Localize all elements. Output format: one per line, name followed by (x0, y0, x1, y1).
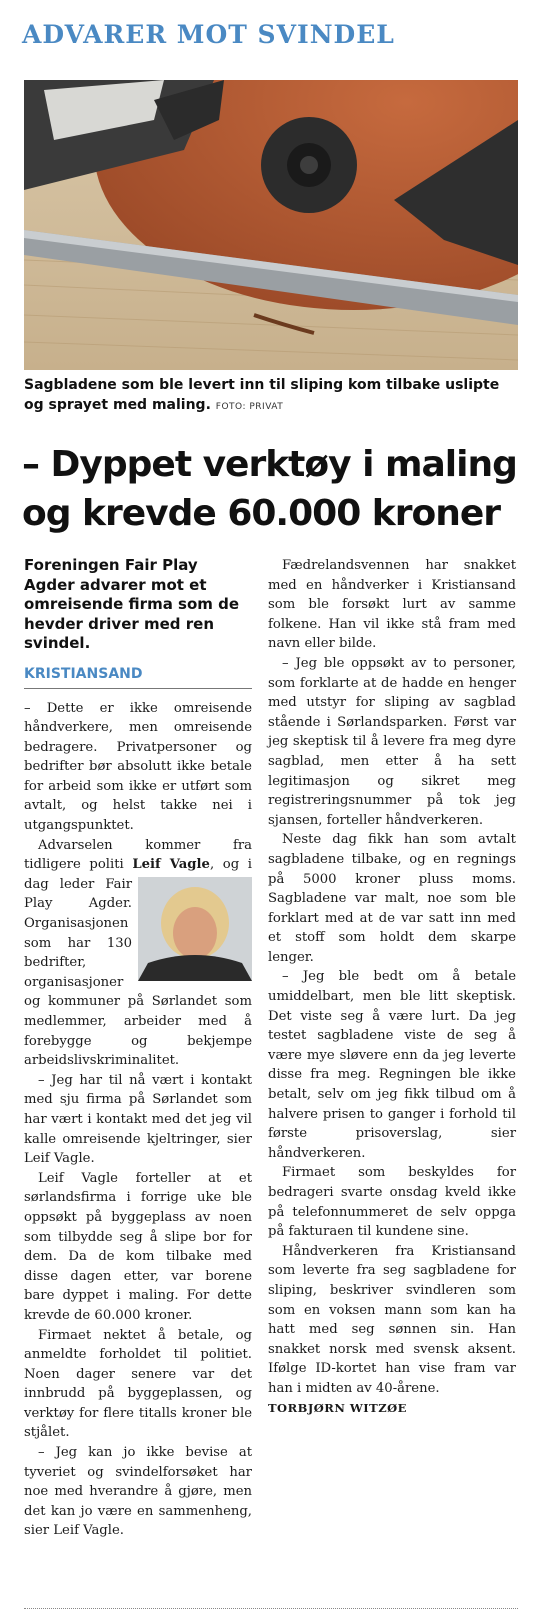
lead-paragraph: Foreningen Fair Play Agder advarer mot et omreisende firma som de hevder driver med ren svindel. (24, 556, 240, 652)
body-paragraph-3: – Jeg har til nå vært i kontakt med sju firma på Sørlandet som har vært i kontakt med det jeg vil kalle omreisende kjeltringer, sier Leif Vagle. (24, 1072, 252, 1167)
caption-text: Sagbladene som ble levert inn til sliping kom tilbake uslipte og sprayet med maling. (24, 377, 500, 413)
body-paragraph-10: – Jeg ble bedt om å betale umiddelbart, men ble litt skeptisk. Det viste seg å være lurt. Da jeg testet sagbladene viste de seg å være mye sløvere enn da jeg leverte disse fra meg. Regningen ble ikke betalt, selv om jeg fikk tilbud om å halvere prisen to ganger i forhold til første prisoverslag, sier håndverkeren. (268, 969, 516, 1161)
body-paragraph-8: – Jeg ble oppsøkt av to personer, som forklarte at de hadde en henger med utstyr for sliping av sagblad stående i Sørlandsparken. Først var jeg skeptisk til å levere fra meg dyre sagblad, men etter å ha sett legitimasjon og sikret meg registreringsnummer på tok jeg sjansen, forteller håndverkeren. (268, 655, 516, 828)
body-paragraph-11: Firmaet som beskyldes for bedrageri svarte onsdag kveld ikke på telefonnummeret de selv oppga på fakturaen til kundene sine. (268, 1165, 516, 1240)
portrait-photo (138, 877, 252, 981)
body-paragraph-6: – Jeg kan jo ikke bevise at tyveriet og svindelforsøket har noe med hverandre å gjøre, men det kan jo være en sammenheng, sier Leif Vagle. (24, 1445, 252, 1539)
person-name: Leif Vagle (132, 857, 210, 873)
column-right (268, 556, 516, 1415)
body-paragraph-4: Leif Vagle forteller at et sørlandsfirma i forrige uke ble oppsøkt på byggeplass av noen som tilbydde seg å slipe bor for dem. Da de kom tilbake med disse dagen etter, var borene bare dyppet i maling. For dette krevde de 60.000 kroner. (24, 1170, 252, 1323)
body-paragraph-5: Firmaet nektet å betale, og anmeldte forholdet til politiet. Noen dager senere var det innbrudd på byggeplassen, og verktøy for flere titalls kroner ble stjålet. (24, 1327, 252, 1441)
saw-blade-photo (24, 80, 518, 370)
column-left (24, 556, 252, 1541)
byline: TORBJØRN WITZØE (268, 1400, 407, 1415)
headline: – Dyppet verktøy i maling og krevde 60.000 kroner (22, 444, 517, 534)
body-paragraph-9: Neste dag fikk han som avtalt sagbladene tilbake, og en regnings på 5000 kroner pluss moms. Sagbladene var malt, noe som ble forklart med at de var satt inn med et stoff som holdt dem skarpe lenger. (268, 832, 516, 965)
section-kicker: ADVARER MOT SVINDEL (22, 20, 395, 49)
bottom-rule (24, 1608, 518, 1609)
p2-start: Advarselen kommer fra tidligere politi (24, 837, 252, 873)
p2-end: , og i dag leder Fair Play Agder. Organisasjonen som har 130 bedrifter, organisasjoner og kommuner på Sørlandet som medlemmer, arbeider med å forebygge og bekjempe arbeidslivskriminalitet. (24, 857, 252, 1069)
photo-caption (24, 375, 518, 417)
body-paragraph-12: Håndverkeren fra Kristiansand som leverte fra seg sagbladene for sliping, beskriver svindleren som som en voksen mann som kan ha hatt med seg sønnen sin. Han snakket norsk med svensk aksent. Ifølge ID-kortet han vise fram var han i midten av 40-årene. (268, 1243, 516, 1396)
photo-credit: FOTO: PRIVAT (215, 402, 284, 412)
body-paragraph-2 (24, 836, 252, 1071)
dateline: KRISTIANSAND (24, 666, 252, 689)
body-paragraph-1: – Dette er ikke omreisende håndverkere, men omreisende bedragere. Privatpersoner og bedrifter bør absolutt ikke betale for arbeid som ikke er utført som avtalt, og helst takke nei i utgangspunktet. (24, 700, 252, 834)
body-paragraph-7: Fædrelandsvennen har snakket med en håndverker i Kristiansand som ble forsøkt lurt av samme folkene. Han vil ikke stå fram med navn eller bilde. (268, 558, 516, 652)
